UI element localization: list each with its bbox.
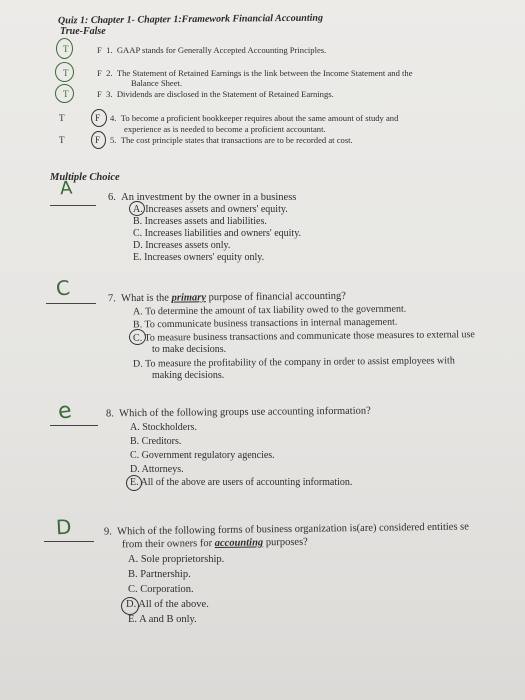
option-d: D. To measure the profitability of the company in order to assist employees with xyxy=(132,355,455,370)
tf-statement: The cost principle states that transactions are to be recorded at cost. xyxy=(120,135,353,145)
tf-statement: GAAP stands for Generally Accepted Accounting Principles. xyxy=(116,45,327,55)
option-b: B. To communicate business transactions in internal management. xyxy=(132,316,398,331)
option-a: A. Increases assets and owners' equity. xyxy=(133,204,288,215)
option-e: E. All of the above are users of accounting information. xyxy=(130,477,353,488)
question-text: Which of the following forms of business organization is(are) considered entities se xyxy=(117,521,469,538)
option-d: D. Increases assets only. xyxy=(133,240,231,251)
option-a: A. Stockholders. xyxy=(130,422,197,433)
handwritten-answer: e xyxy=(56,398,74,425)
tf-row-text xyxy=(97,89,334,99)
question-number: 9. xyxy=(103,526,112,538)
keyword-emphasis: accounting xyxy=(214,537,264,550)
tf-true-label: T xyxy=(63,68,69,78)
option-a: A. Sole proprietorship. xyxy=(128,554,225,565)
question-stem-line-2 xyxy=(122,537,308,551)
option-e: E. A and B only. xyxy=(128,614,197,625)
black-circle-mark xyxy=(91,109,107,127)
question-stem xyxy=(106,406,371,420)
tf-number: 5. xyxy=(110,135,117,145)
tf-row-text xyxy=(97,45,326,55)
green-circle-mark xyxy=(56,38,73,59)
option-c: C. Increases liabilities and owners' equity. xyxy=(133,228,302,239)
option-c: C. Corporation. xyxy=(128,584,194,595)
black-circle-mark xyxy=(91,131,106,149)
tf-statement: Dividends are disclosed in the Statement of Retained Earnings. xyxy=(116,89,334,99)
question-stem xyxy=(108,291,346,305)
handwritten-answer: D xyxy=(55,514,73,540)
option-c: C. To measure business transactions and communicate those measures to external use xyxy=(132,329,475,344)
answer-line xyxy=(50,425,98,426)
section-true-false: True-False xyxy=(60,26,106,37)
tf-row-text xyxy=(110,113,398,123)
tf-statement: To become a proficient bookkeeper requires about the same amount of study and xyxy=(120,113,399,123)
handwritten-answer: C xyxy=(54,275,72,301)
handwritten-answer: A xyxy=(59,177,74,200)
question-number: 8. xyxy=(105,408,114,420)
tf-false-label: F xyxy=(95,113,101,123)
option-e: E. Increases owners' equity only. xyxy=(133,252,265,263)
tf-statement: The Statement of Retained Earnings is the link between the Income Statement and the xyxy=(116,68,413,78)
tf-true-label: T xyxy=(59,113,65,123)
answer-line xyxy=(44,541,94,542)
question-stem xyxy=(104,521,469,538)
question-text: An investment by the owner in a business xyxy=(121,192,297,203)
option-a: A. To determine the amount of tax liability owed to the government. xyxy=(132,303,407,318)
option-c: C. Government regulatory agencies. xyxy=(130,450,275,461)
question-text: Which of the following groups use accounting information? xyxy=(119,405,371,420)
question-text: from their owners for xyxy=(121,538,215,551)
green-circle-mark xyxy=(55,84,74,103)
tf-false-label: F xyxy=(95,135,101,145)
option-b: B. Creditors. xyxy=(130,436,182,447)
tf-statement-continued: Balance Sheet. xyxy=(131,78,183,88)
tf-true-label: T xyxy=(63,89,69,99)
green-circle-mark xyxy=(55,62,74,82)
tf-true-label: T xyxy=(63,44,69,54)
option-d: D. Attorneys. xyxy=(130,464,184,475)
tf-number: 4. xyxy=(110,113,117,123)
question-text-end: purpose of financial accounting? xyxy=(205,290,347,304)
answer-line xyxy=(50,205,96,206)
quiz-title: Quiz 1: Chapter 1- Chapter 1:Framework Financial Accounting xyxy=(57,12,324,27)
question-text-end: purposes? xyxy=(263,536,308,549)
tf-row-text xyxy=(97,68,413,78)
tf-statement-continued: experience as is needed to become a proficient accountant. xyxy=(124,124,326,134)
option-d: D. All of the above. xyxy=(126,599,209,610)
section-multiple-choice: Multiple Choice xyxy=(50,172,120,183)
tf-number: 3. xyxy=(106,89,113,99)
keyword-emphasis: primary xyxy=(171,292,207,304)
tf-row-text xyxy=(110,135,353,145)
answer-line xyxy=(46,303,96,304)
option-b: B. Increases assets and liabilities. xyxy=(133,216,267,227)
option-d-continued: making decisions. xyxy=(152,370,225,381)
option-c-continued: to make decisions. xyxy=(152,344,227,355)
tf-false-label: F xyxy=(97,68,102,78)
tf-number: 2. xyxy=(106,68,113,78)
option-b: B. Partnership. xyxy=(128,569,191,580)
tf-false-label: F xyxy=(97,45,102,55)
question-text: What is the xyxy=(121,292,172,305)
tf-false-label: F xyxy=(97,89,102,99)
question-number: 7. xyxy=(107,293,116,305)
tf-number: 1. xyxy=(106,45,113,55)
tf-true-label: T xyxy=(59,135,65,145)
question-number: 6. xyxy=(108,192,116,203)
